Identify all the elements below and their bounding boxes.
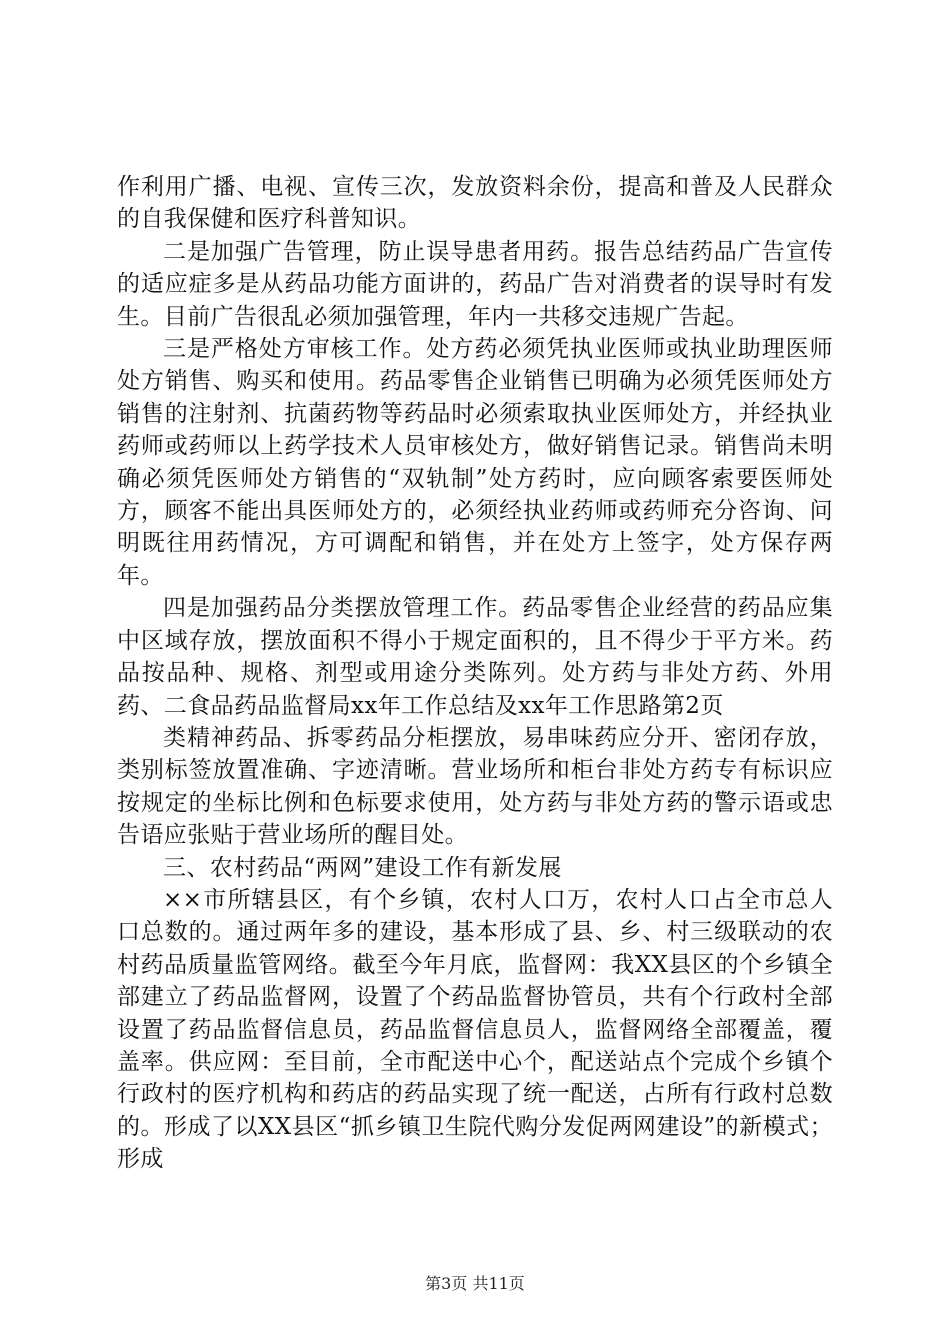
section-heading-rural-networks: 三、农村药品“两网”建设工作有新发展	[163, 854, 562, 881]
paragraph-drug-classification: 四是加强药品分类摆放管理工作。药品零售企业经营的药品应集中区域存放，摆放面积不得小于规定面积的，且不得少于平方米。药品按品种、规格、剂型或用途分类陈列。处方药与非处方药、外用药、二食品药品监督局xx年工作总结及xx年工作思路第2页	[117, 595, 833, 719]
paragraph-rural-networks: ××市所辖县区，有个乡镇，农村人口万，农村人口占全市总人口总数的。通过两年多的建设，基本形成了县、乡、村三级联动的农村药品质量监管网络。截至今年月底，监督网：我XX县区的个乡镇全部建立了药品监督网，设置了个药品监督协管员，共有个行政村全部设置了药品监督信息员，药品监督信息员人，监督网络全部覆盖，覆盖率。供应网：至目前，全市配送中心个，配送站点个完成个乡镇个行政村的医疗机构和药店的药品实现了统一配送，占所有行政村总数的。形成了以XX县区“抓乡镇卫生院代购分发促两网建设”的新模式；形成	[117, 886, 833, 1173]
paragraph-advertising-management: 二是加强广告管理，防止误导患者用药。报告总结药品广告宣传的适应症多是从药品功能方面讲的，药品广告对消费者的误导时有发生。目前广告很乱必须加强管理，年内一共移交违规广告起。	[117, 238, 833, 330]
document-body	[117, 171, 833, 1176]
paragraph-continuation: 作利用广播、电视、宣传三次，发放资料余份，提高和普及人民群众的自我保健和医疗科普知识。	[117, 174, 833, 233]
paragraph-drug-storage: 类精神药品、拆零药品分柜摆放，易串味药应分开、密闭存放，类别标签放置准确、字迹清晰。营业场所和柜台非处方药专有标识应按规定的坐标比例和色标要求使用，处方药与非处方药的警示语或忠告语应张贴于营业场所的醒目处。	[117, 724, 833, 849]
page-number-footer: 第3页 共11页	[425, 1274, 525, 1293]
paragraph-prescription-review: 三是严格处方审核工作。处方药必须凭执业医师或执业助理医师处方销售、购买和使用。药品零售企业销售已明确为必须凭医师处方销售的注射剂、抗菌药物等药品时必须索取执业医师处方，并经执业药师或药师以上药学技术人员审核处方，做好销售记录。销售尚未明确必须凭医师处方销售的“双轨制”处方药时，应向顾客索要医师处方，顾客不能出具医师处方的，必须经执业药师或药师充分咨询、问明既往用药情况，方可调配和销售，并在处方上签字，处方保存两年。	[117, 336, 833, 589]
